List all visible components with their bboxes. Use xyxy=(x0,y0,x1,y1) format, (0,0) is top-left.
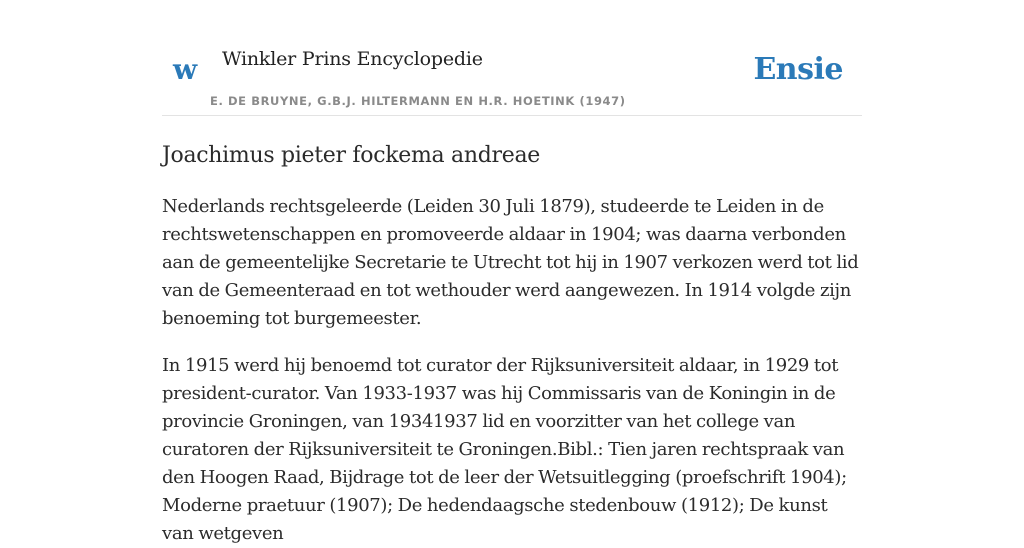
site-logo-icon[interactable]: w xyxy=(173,53,198,86)
site-header xyxy=(162,0,862,116)
site-title[interactable]: Winkler Prins Encyclopedie xyxy=(222,48,483,70)
article-paragraph: In 1915 werd hij benoemd tot curator der Rijksuniversiteit aldaar, in 1929 tot president-curator. Van 1933-1937 was hij Commissaris van de Koningin in de provincie Groningen, van 19341937 lid en voorzitter van het college van curatoren der Rijksuniversiteit te Groningen.Bibl.: Tien jaren rechtspraak van den Hoogen Raad, Bijdrage tot de leer der Wetsuitlegging (proefschrift 1904); Moderne praetuur (1907); De hedendaagsche stedenbouw (1912); De kunst van wetgeven xyxy=(162,355,847,544)
article-paragraph: Nederlands rechtsgeleerde (Leiden 30 Juli 1879), studeerde te Leiden in de rechtswetenschappen en promoveerde aldaar in 1904; was daarna verbonden aan de gemeentelijke Secretarie te Utrecht tot hij in 1907 verkozen werd tot lid van de Gemeenteraad en tot wethouder werd aangewezen. In 1914 volgde zijn benoeming tot burgemeester. xyxy=(162,196,859,329)
page-container xyxy=(162,0,862,548)
article-title: Joachimus pieter fockema andreae xyxy=(162,143,540,168)
ensie-brand-logo[interactable]: Ensie xyxy=(753,52,843,87)
authors-line: E. DE BRUYNE, G.B.J. HILTERMANN EN H.R. HOETINK (1947) xyxy=(210,94,626,108)
